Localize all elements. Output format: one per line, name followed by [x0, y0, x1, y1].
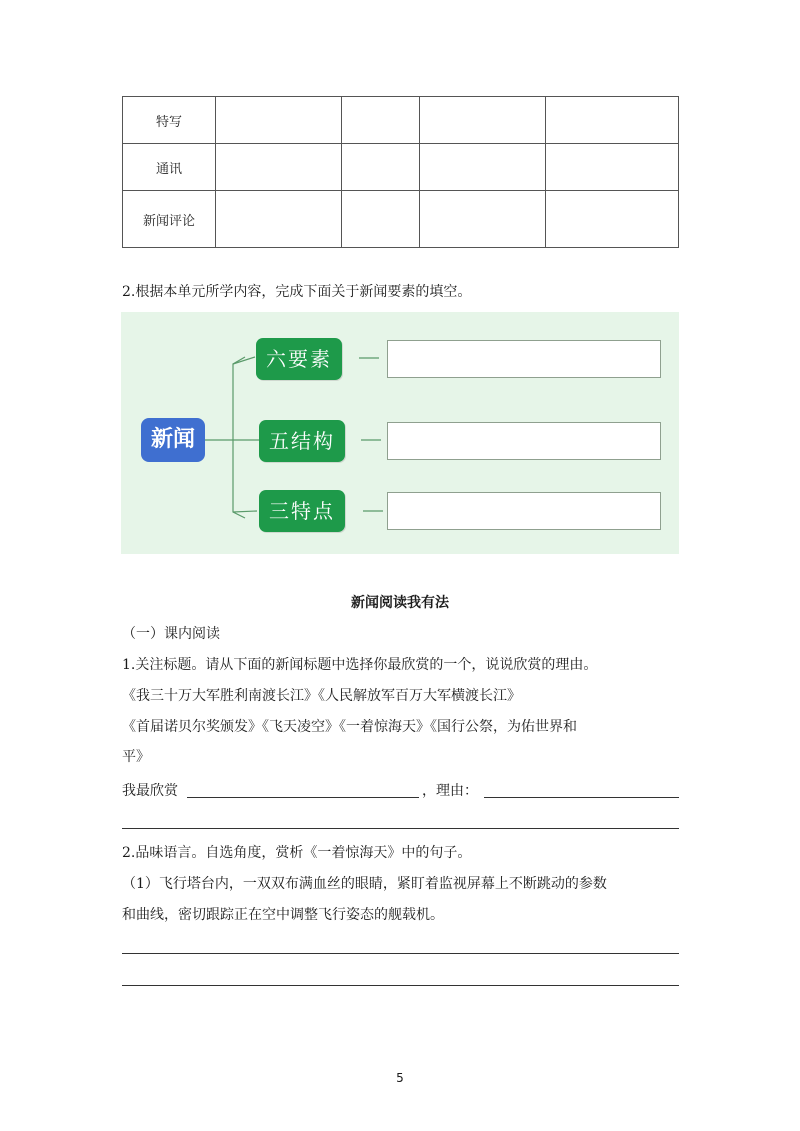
answer-box-six-elements[interactable] [387, 340, 661, 378]
answer-line-1[interactable] [122, 953, 679, 954]
page-number: 5 [396, 1071, 404, 1085]
subsection-heading: （一）课内阅读 [122, 626, 220, 642]
table-row-label: 通讯 [123, 144, 216, 191]
table-cell[interactable] [546, 144, 679, 191]
table-cell[interactable] [342, 97, 420, 144]
fill-reason-label: ，理由： [422, 783, 478, 799]
news-titles-line-2: 《首届诺贝尔奖颁发》《飞天凌空》《一着惊海天》《国行公祭，为佑世界和 [122, 719, 577, 735]
table-cell[interactable] [546, 191, 679, 248]
diagram-branch-six-elements: 六要素 [256, 338, 342, 380]
table-cell[interactable] [342, 191, 420, 248]
table-cell[interactable] [420, 191, 546, 248]
table-cell[interactable] [216, 191, 342, 248]
diagram-branch-five-structures: 五结构 [259, 420, 345, 462]
table-cell[interactable] [546, 97, 679, 144]
table-cell[interactable] [216, 97, 342, 144]
favorite-title-blank[interactable] [187, 797, 419, 798]
sentence-line-1: （1）飞行塔台内，一双双布满血丝的眼睛，紧盯着监视屏幕上不断跳动的参数 [122, 876, 607, 892]
answer-line-2[interactable] [122, 985, 679, 986]
question-2b-text: 2.品味语言。自选角度，赏析《一着惊海天》中的句子。 [122, 845, 472, 861]
answer-box-three-features[interactable] [387, 492, 661, 530]
news-genre-table [122, 96, 679, 248]
answer-box-five-structures[interactable] [387, 422, 661, 460]
table-row [123, 144, 679, 191]
question-2-instruction: 2.根据本单元所学内容，完成下面关于新闻要素的填空。 [122, 284, 472, 300]
news-elements-diagram [121, 312, 679, 554]
table-cell[interactable] [342, 144, 420, 191]
table-row-label: 特写 [123, 97, 216, 144]
question-1-text: 1.关注标题。请从下面的新闻标题中选择你最欣赏的一个，说说欣赏的理由。 [122, 657, 598, 673]
news-titles-line-3: 平》 [122, 749, 150, 765]
table-cell[interactable] [216, 144, 342, 191]
table-cell[interactable] [420, 97, 546, 144]
news-titles-line-1: 《我三十万大军胜利南渡长江》《人民解放军百万大军横渡长江》 [122, 688, 521, 704]
fill-prefix: 我最欣赏 [122, 783, 178, 799]
diagram-root-news: 新闻 [141, 418, 205, 462]
sentence-line-2: 和曲线，密切跟踪正在空中调整飞行姿态的舰载机。 [122, 907, 444, 923]
reason-blank-line-2[interactable] [122, 828, 679, 829]
table-row [123, 191, 679, 248]
section-title: 新闻阅读我有法 [351, 595, 449, 611]
diagram-branch-three-features: 三特点 [259, 490, 345, 532]
table-row-label: 新闻评论 [123, 191, 216, 248]
reason-blank[interactable] [484, 797, 679, 798]
table-cell[interactable] [420, 144, 546, 191]
table-row [123, 97, 679, 144]
